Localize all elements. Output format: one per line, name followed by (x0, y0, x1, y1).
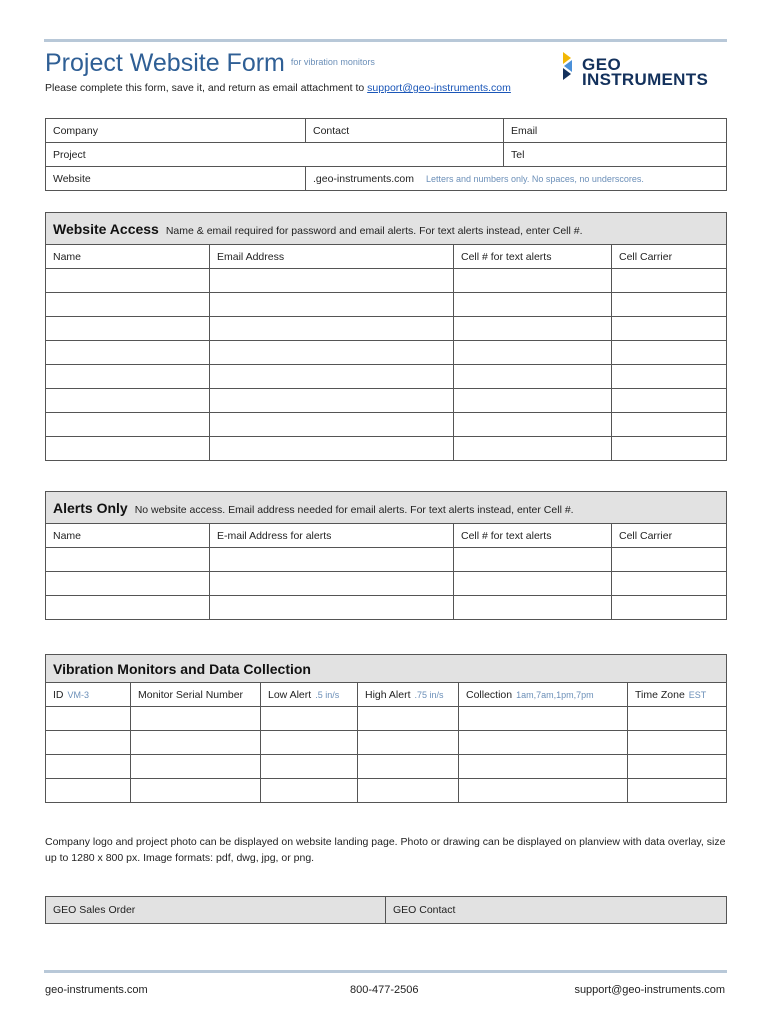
cell-number-cell[interactable] (454, 269, 612, 293)
name-cell[interactable] (46, 269, 210, 293)
email-label: Email (511, 124, 538, 137)
table-row (46, 707, 727, 731)
geo-contact-label: GEO Contact (393, 904, 456, 916)
website-note: Letters and numbers only. No spaces, no underscores. (425, 173, 644, 184)
cell-number-cell[interactable] (454, 293, 612, 317)
collection-cell[interactable] (459, 779, 628, 803)
collection-cell[interactable] (459, 731, 628, 755)
high-alert-cell[interactable] (358, 755, 459, 779)
website-domain-cell (306, 167, 727, 191)
name-cell[interactable] (46, 317, 210, 341)
collection-hint: 1am,7am,1pm,7pm (516, 689, 594, 700)
title-subtitle: for vibration monitors (290, 57, 375, 67)
sales-order-field[interactable] (46, 897, 386, 924)
carrier-cell[interactable] (612, 341, 727, 365)
company-field[interactable] (46, 119, 306, 143)
carrier-cell[interactable] (612, 596, 727, 620)
website-label: Website (53, 172, 91, 185)
website-access-table (45, 212, 727, 461)
footer-website: geo-instruments.com (45, 984, 148, 996)
intro-text: Please complete this form, save it, and return as email attachment to (45, 82, 365, 94)
id-label: ID (53, 688, 64, 701)
email-cell[interactable] (210, 413, 454, 437)
column-header: Cell # for text alerts (454, 245, 612, 269)
carrier-cell[interactable] (612, 365, 727, 389)
cell-number-cell[interactable] (454, 341, 612, 365)
carrier-cell[interactable] (612, 437, 727, 461)
serial-cell[interactable] (131, 779, 261, 803)
image-guidelines-note: Company logo and project photo can be displayed on website landing page. Photo or drawing can be displayed on planview with data overlay, size up to 1280 x 800 px. Image formats: pdf, dwg, jpg, or png. (45, 836, 726, 864)
project-label: Project (53, 148, 86, 161)
website-access-heading: Website Access (53, 220, 159, 237)
logo-mark-icon (560, 52, 576, 80)
top-rule (44, 39, 727, 42)
name-cell[interactable] (46, 365, 210, 389)
table-row (46, 731, 727, 755)
email-cell[interactable] (210, 437, 454, 461)
company-label: Company (53, 124, 98, 137)
column-header: Name (46, 245, 210, 269)
table-row (46, 389, 727, 413)
collection-cell[interactable] (459, 755, 628, 779)
cell-number-cell[interactable] (454, 437, 612, 461)
column-header-serial (131, 683, 261, 707)
tel-field[interactable] (504, 143, 727, 167)
low-alert-cell[interactable] (261, 731, 358, 755)
contact-field[interactable] (306, 119, 504, 143)
domain-suffix: .geo-instruments.com (313, 172, 414, 185)
name-cell[interactable] (46, 437, 210, 461)
project-info-table (45, 118, 727, 191)
column-header: Email Address (210, 245, 454, 269)
column-header-timezone (628, 683, 727, 707)
table-row (46, 341, 727, 365)
serial-cell[interactable] (131, 755, 261, 779)
email-cell[interactable] (210, 596, 454, 620)
id-cell[interactable] (46, 731, 131, 755)
cell-number-cell[interactable] (454, 365, 612, 389)
high-alert-hint: .75 in/s (414, 689, 444, 700)
column-header-low-alert (261, 683, 358, 707)
logo-text-geo: GEO (582, 55, 622, 74)
email-cell[interactable] (210, 389, 454, 413)
id-cell[interactable] (46, 755, 131, 779)
email-field[interactable] (504, 119, 727, 143)
monitors-table (45, 654, 727, 803)
alerts-only-description: No website access. Email address needed for email alerts. For text alerts instead, enter Cell #. (134, 503, 574, 516)
timezone-cell[interactable] (628, 755, 727, 779)
column-header: Name (46, 524, 210, 548)
email-cell[interactable] (210, 341, 454, 365)
carrier-cell[interactable] (612, 413, 727, 437)
collection-label: Collection (466, 688, 513, 701)
id-cell[interactable] (46, 779, 131, 803)
carrier-cell[interactable] (612, 572, 727, 596)
column-header: Cell Carrier (612, 245, 727, 269)
table-row (46, 755, 727, 779)
timezone-hint: EST (688, 689, 707, 700)
low-alert-cell[interactable] (261, 755, 358, 779)
serial-cell[interactable] (131, 731, 261, 755)
low-alert-hint: .5 in/s (315, 689, 340, 700)
column-header: Cell Carrier (612, 524, 727, 548)
serial-cell[interactable] (131, 707, 261, 731)
website-access-description: Name & email required for password and email alerts. For text alerts instead, enter Cell #. (165, 224, 583, 237)
high-alert-cell[interactable] (358, 779, 459, 803)
serial-label: Monitor Serial Number (138, 688, 244, 701)
website-access-header (46, 213, 727, 245)
column-header-high-alert (358, 683, 459, 707)
carrier-cell[interactable] (612, 389, 727, 413)
name-cell[interactable] (46, 596, 210, 620)
tel-label: Tel (511, 148, 525, 161)
low-alert-cell[interactable] (261, 707, 358, 731)
sales-order-label: GEO Sales Order (53, 904, 136, 916)
low-alert-label: Low Alert (268, 688, 312, 701)
timezone-label: Time Zone (635, 688, 685, 701)
collection-cell[interactable] (459, 707, 628, 731)
column-header-collection (459, 683, 628, 707)
table-row (46, 779, 727, 803)
office-use-table (45, 896, 727, 924)
carrier-cell[interactable] (612, 548, 727, 572)
intro-line (45, 82, 511, 94)
monitors-header (46, 655, 727, 683)
monitors-heading: Vibration Monitors and Data Collection (53, 660, 311, 677)
name-cell[interactable] (46, 413, 210, 437)
cell-number-cell[interactable] (454, 413, 612, 437)
cell-number-cell[interactable] (454, 548, 612, 572)
table-row (46, 293, 727, 317)
carrier-cell[interactable] (612, 293, 727, 317)
support-email-link[interactable]: support@geo-instruments.com (367, 82, 511, 94)
email-cell[interactable] (210, 572, 454, 596)
page-title (45, 49, 375, 78)
low-alert-cell[interactable] (261, 779, 358, 803)
bottom-rule (44, 970, 727, 973)
table-row (46, 317, 727, 341)
alerts-only-heading: Alerts Only (53, 499, 128, 516)
cell-number-cell[interactable] (454, 389, 612, 413)
cell-number-cell[interactable] (454, 596, 612, 620)
cell-number-cell[interactable] (454, 317, 612, 341)
footer-phone: 800-477-2506 (350, 984, 419, 996)
table-row (46, 365, 727, 389)
table-row (46, 413, 727, 437)
table-row (46, 548, 727, 572)
high-alert-cell[interactable] (358, 731, 459, 755)
project-field[interactable] (46, 143, 504, 167)
high-alert-label: High Alert (365, 688, 411, 701)
email-cell[interactable] (210, 548, 454, 572)
geo-instruments-logo (560, 52, 725, 92)
name-cell[interactable] (46, 389, 210, 413)
email-cell[interactable] (210, 365, 454, 389)
timezone-cell[interactable] (628, 779, 727, 803)
alerts-only-header (46, 492, 727, 524)
table-row (46, 596, 727, 620)
logo-text-instruments: INSTRUMENTS (582, 70, 709, 89)
id-hint: VM-3 (67, 689, 90, 700)
carrier-cell[interactable] (612, 317, 727, 341)
contact-label: Contact (313, 124, 350, 137)
column-header: Cell # for text alerts (454, 524, 612, 548)
table-row (46, 269, 727, 293)
email-cell[interactable] (210, 269, 454, 293)
table-row (46, 572, 727, 596)
table-row (46, 437, 727, 461)
carrier-cell[interactable] (612, 269, 727, 293)
column-header: E-mail Address for alerts (210, 524, 454, 548)
name-cell[interactable] (46, 572, 210, 596)
timezone-cell[interactable] (628, 707, 727, 731)
email-cell[interactable] (210, 317, 454, 341)
cell-number-cell[interactable] (454, 572, 612, 596)
name-cell[interactable] (46, 548, 210, 572)
email-cell[interactable] (210, 293, 454, 317)
geo-contact-field[interactable] (386, 897, 727, 924)
name-cell[interactable] (46, 293, 210, 317)
id-cell[interactable] (46, 707, 131, 731)
high-alert-cell[interactable] (358, 707, 459, 731)
title-text: Project Website Form (45, 49, 285, 77)
name-cell[interactable] (46, 341, 210, 365)
website-field[interactable] (46, 167, 306, 191)
column-header-id (46, 683, 131, 707)
timezone-cell[interactable] (628, 731, 727, 755)
alerts-only-table (45, 491, 727, 620)
footer-email: support@geo-instruments.com (574, 984, 725, 996)
